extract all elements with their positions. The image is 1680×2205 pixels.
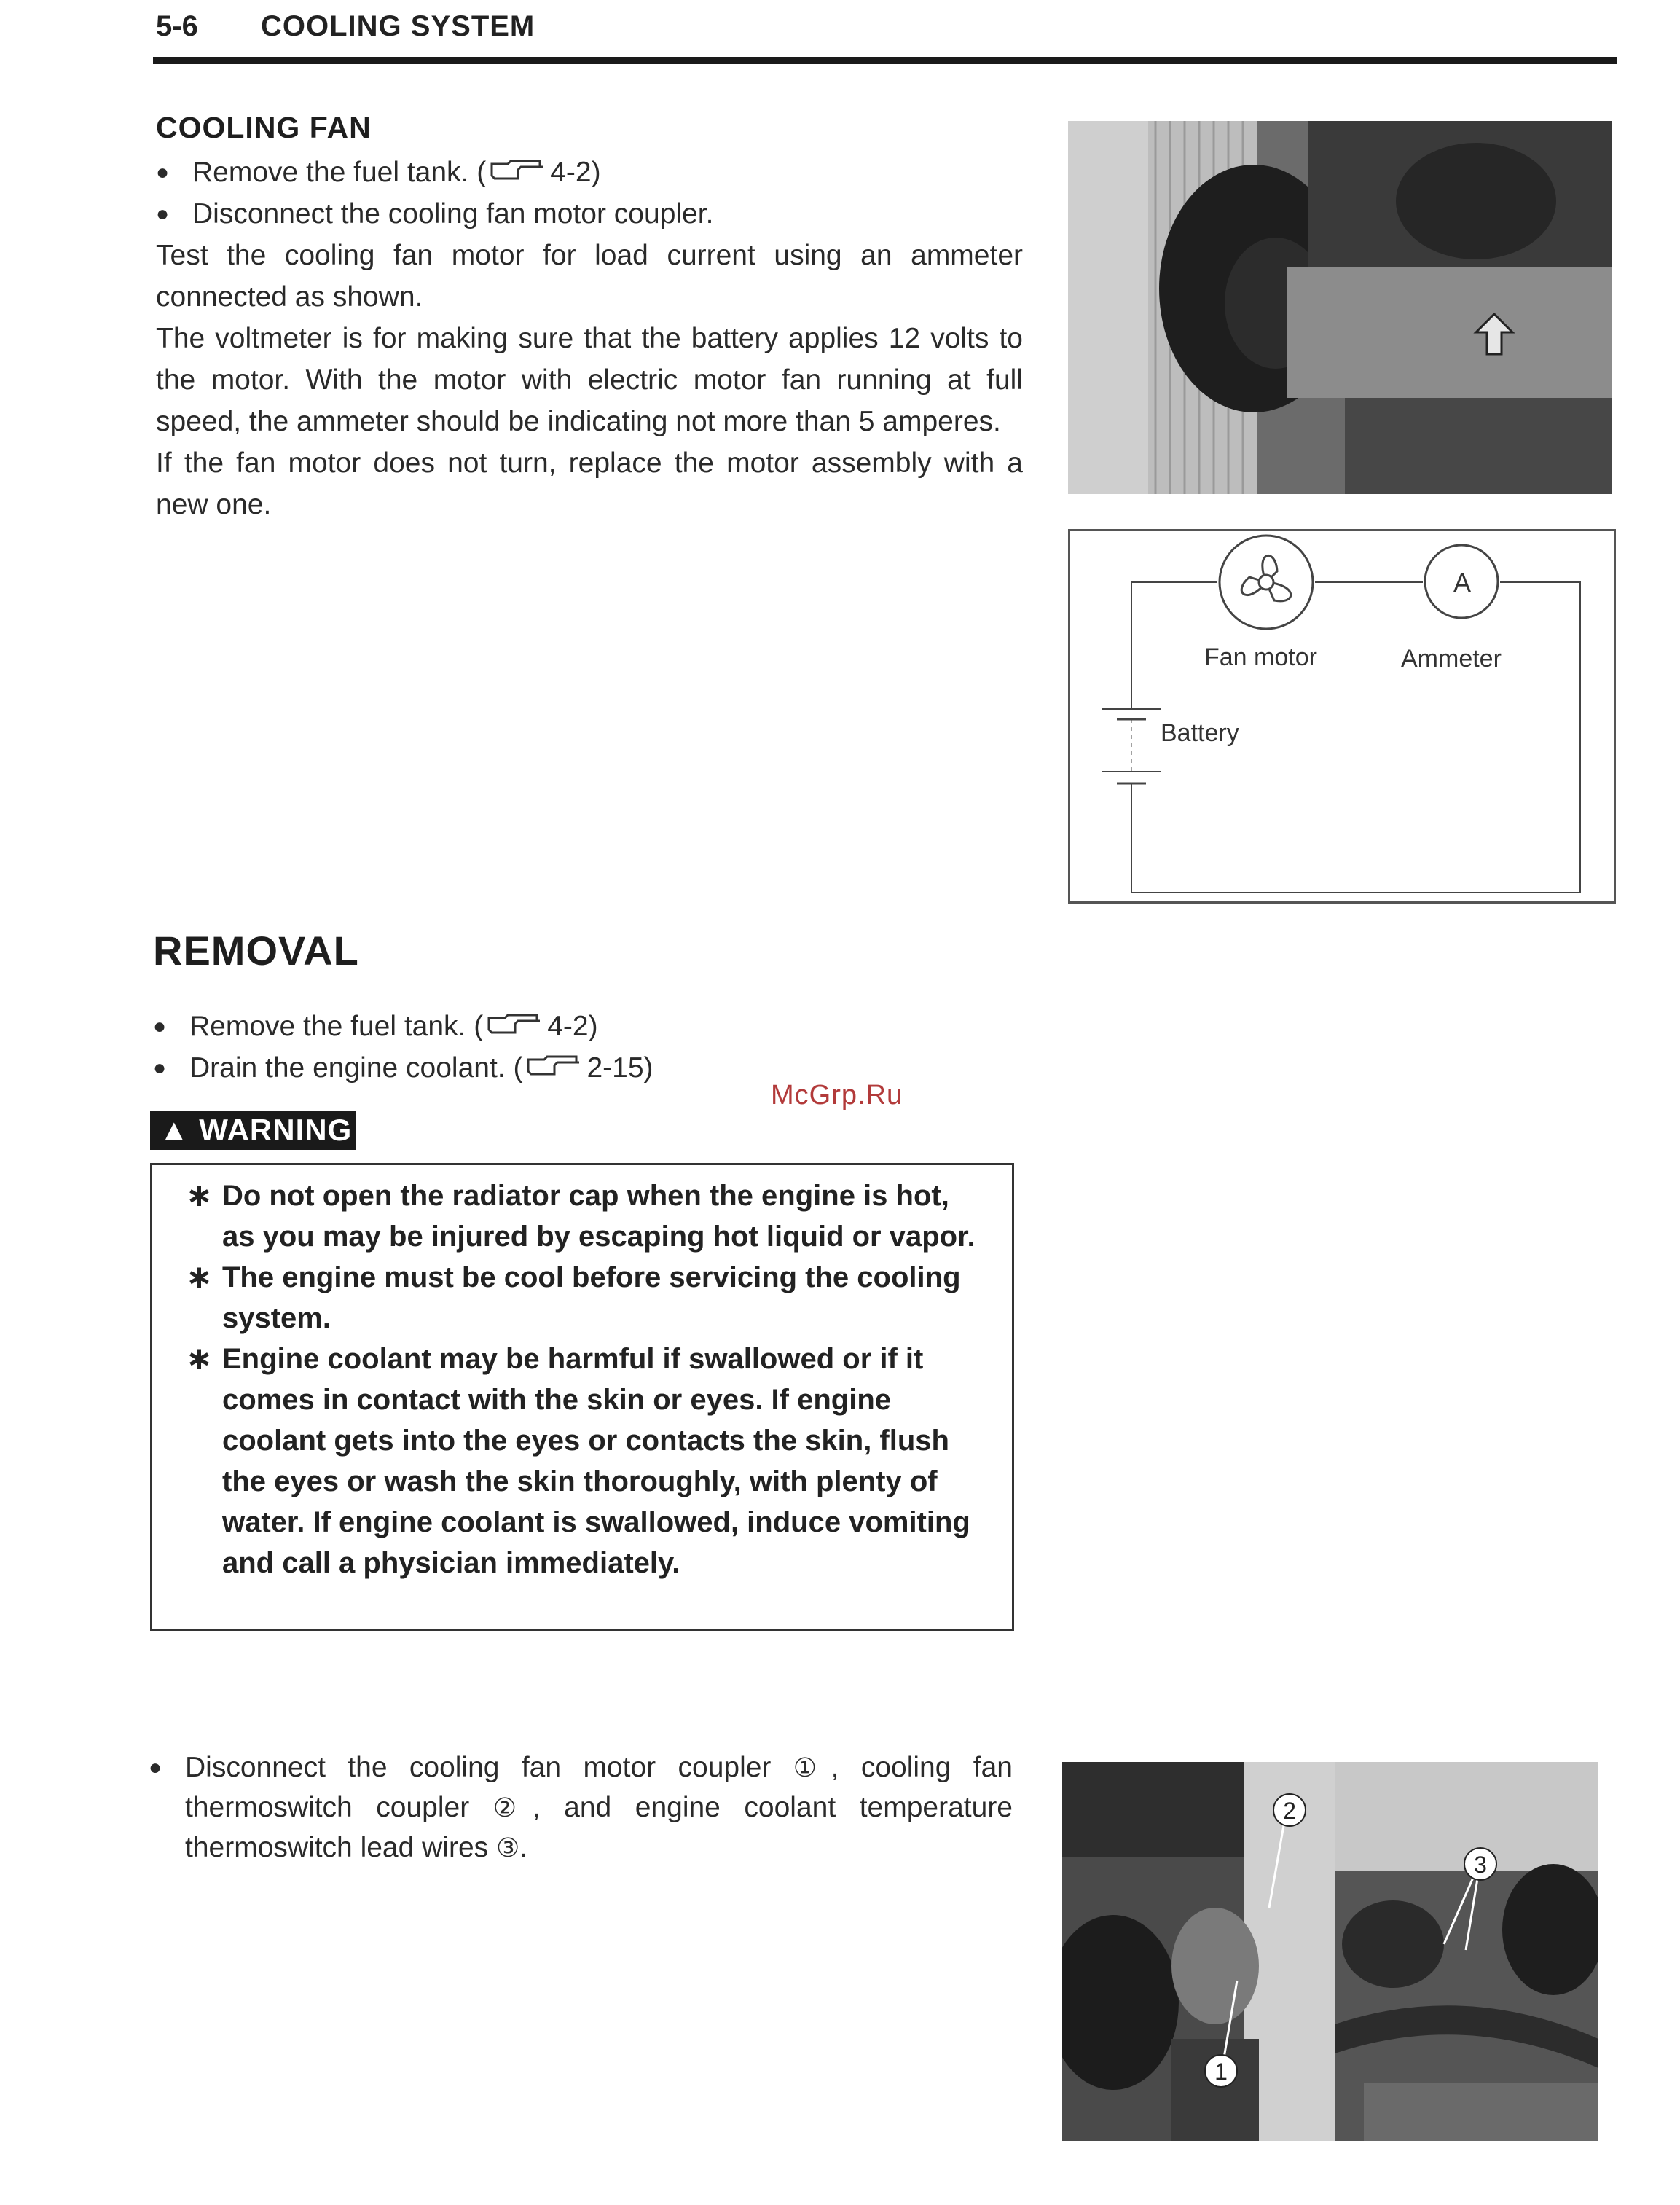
bullet-icon: ● xyxy=(153,1014,167,1038)
bullet-icon: ● xyxy=(153,1056,167,1080)
callout-marker-1: ① xyxy=(793,1752,831,1782)
list-item-text xyxy=(185,1747,1013,1868)
asterisk-icon: ∗ xyxy=(186,1341,213,1376)
warning-tag xyxy=(150,1111,356,1150)
fan-motor-photo xyxy=(1068,121,1612,494)
text-part: . xyxy=(519,1832,528,1863)
photo-callout-3: 3 xyxy=(1474,1852,1487,1878)
list-item-text: Remove the fuel tank. ( xyxy=(189,1011,484,1042)
disconnect-list xyxy=(149,1747,1013,1868)
text-part: Disconnect the cooling fan motor coupler xyxy=(185,1752,793,1783)
reference-hand-icon xyxy=(486,1014,544,1038)
warning-box xyxy=(150,1163,1014,1631)
warning-triangle-icon: ▲ xyxy=(159,1113,190,1147)
cooling-fan-body xyxy=(156,152,1023,525)
header-rule xyxy=(153,57,1617,64)
list-item xyxy=(153,1006,882,1047)
warning-item xyxy=(186,1339,980,1583)
asterisk-icon: ∗ xyxy=(186,1259,213,1295)
bullet-icon: ● xyxy=(156,202,170,226)
paren-close: ) xyxy=(588,1011,598,1042)
callout-marker-3: ③ xyxy=(495,1833,520,1863)
list-item xyxy=(149,1747,1013,1868)
bullet-icon: ● xyxy=(149,1755,162,1779)
fan-motor-label: Fan motor xyxy=(1204,643,1317,671)
circuit-wires xyxy=(1070,531,1614,901)
warning-item-text: Do not open the radiator cap when the engine is hot, as you may be injured by escaping hot liquid or vapor. xyxy=(222,1180,976,1253)
photo-callout-2: 2 xyxy=(1283,1798,1296,1824)
callout-marker-2: ② xyxy=(492,1793,533,1822)
removal-heading: REMOVAL xyxy=(153,928,359,974)
paragraph: Test the cooling fan motor for load current using an ammeter connected as shown. xyxy=(156,240,1023,313)
page-reference[interactable]: 2-15 xyxy=(586,1052,644,1084)
list-item xyxy=(156,152,1023,193)
photo-callout-1: 1 xyxy=(1214,2059,1228,2085)
bullet-icon: ● xyxy=(156,160,170,184)
watermark: McGrp.Ru xyxy=(771,1080,903,1111)
paragraph: If the fan motor does not turn, replace the motor assembly with a new one. xyxy=(156,447,1023,520)
list-item xyxy=(156,193,1023,235)
battery-label: Battery xyxy=(1161,719,1239,747)
list-item-text: Remove the fuel tank. ( xyxy=(192,157,487,188)
warning-item xyxy=(186,1257,980,1339)
text-part: , cooling fan thermoswitch coupler xyxy=(185,1752,1013,1823)
ammeter-label: Ammeter xyxy=(1401,645,1502,673)
warning-item-text: The engine must be cool before servicing the cooling system. xyxy=(222,1261,961,1334)
reference-hand-icon xyxy=(525,1055,584,1080)
fan-motor-symbol-icon xyxy=(1217,533,1315,631)
list-item-text: Disconnect the cooling fan motor coupler. xyxy=(192,198,714,230)
text-part: , and engine coolant temperature thermoswitch lead wires xyxy=(185,1792,1013,1863)
ammeter-symbol-letter: A xyxy=(1453,568,1471,598)
warning-item xyxy=(186,1175,980,1257)
page-reference[interactable]: 4-2 xyxy=(547,1011,589,1042)
paren-close: ) xyxy=(643,1052,653,1084)
removal-list xyxy=(153,1006,882,1089)
paragraph: The voltmeter is for making sure that the battery applies 12 volts to the motor. With the motor with electric motor fan running at full speed, the ammeter should be indicating not more than 5 amperes. xyxy=(156,323,1023,437)
list-item-text: Drain the engine coolant. ( xyxy=(189,1052,523,1084)
asterisk-icon: ∗ xyxy=(186,1178,213,1213)
paren-close: ) xyxy=(591,157,601,188)
coupler-photo-right xyxy=(1335,1762,1598,2141)
warning-item-text: Engine coolant may be harmful if swallowed or if it comes in contact with the skin or eyes. If engine coolant gets into the eyes or contacts the skin, flush the eyes or wash the skin thoroughly, with plenty of water. If engine coolant is swallowed, induce vomiting and call a physician immediately. xyxy=(222,1343,970,1579)
coupler-photo-left xyxy=(1062,1762,1335,2141)
cooling-fan-heading: COOLING FAN xyxy=(156,111,372,144)
warning-tag-label: WARNING xyxy=(199,1113,353,1147)
page-number: 5-6 xyxy=(156,10,198,42)
circuit-diagram xyxy=(1068,529,1616,904)
reference-hand-icon xyxy=(489,160,547,184)
page-reference[interactable]: 4-2 xyxy=(550,157,592,188)
section-title: COOLING SYSTEM xyxy=(261,10,535,42)
